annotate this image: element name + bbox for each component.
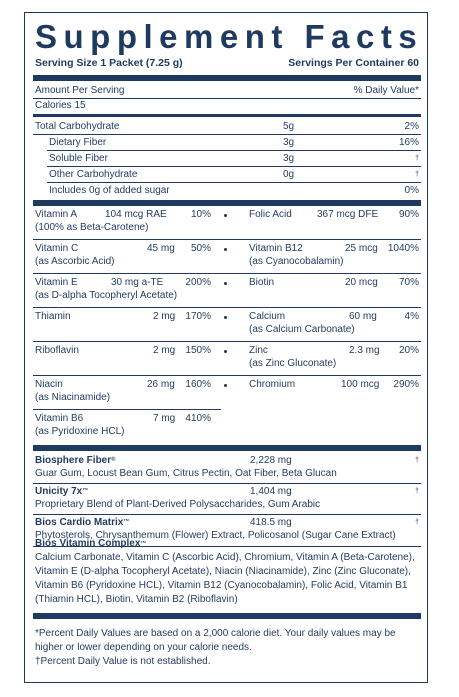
- vitamin-amount: 2.3 mg: [349, 345, 380, 356]
- column-header-row: [35, 84, 419, 97]
- vitamin-dv: 150%: [185, 345, 211, 356]
- vitamin-amount: 30 mg a-TE: [111, 277, 164, 288]
- blend-dv: †: [415, 519, 419, 526]
- vitamin-item: [35, 344, 220, 372]
- vitamin-amount: 25 mcg: [345, 243, 378, 254]
- vitamin-name: Folic Acid: [249, 209, 292, 220]
- divider: [47, 150, 421, 151]
- vitamin-item: [35, 208, 220, 236]
- footnotes: [35, 627, 421, 669]
- vitamin-name: Vitamin A: [35, 209, 78, 220]
- vitamin-dv: 20%: [398, 345, 419, 356]
- blend-dv: †: [415, 457, 419, 464]
- nutrient-dv: †: [415, 171, 419, 178]
- vitamin-dv: 1040%: [387, 243, 419, 254]
- divider: [47, 182, 421, 183]
- vitamin-dv: 4%: [404, 311, 419, 322]
- vitamin-amount: 104 mcg RAE: [105, 209, 167, 220]
- servings-per-container: Servings Per Container 60: [288, 57, 419, 69]
- vitamin-name: Chromium: [249, 379, 296, 390]
- vitamin-amount: 2 mg: [153, 311, 176, 322]
- calories-row: [35, 99, 419, 112]
- vitamin-name: Niacin: [35, 379, 63, 390]
- vitamin-amount: 100 mcg: [341, 379, 380, 390]
- serving-size: Serving Size 1 Packet (7.25 g): [35, 57, 183, 69]
- divider: [33, 409, 221, 410]
- supplement-facts-panel: [24, 12, 428, 683]
- vitamin-name: Calcium: [249, 311, 286, 322]
- dagger-footnote: †Percent Daily Value is not established.: [35, 656, 211, 667]
- nutrient-amount: 0g: [283, 169, 295, 180]
- divider-thick: [33, 75, 421, 81]
- vitamin-dv: 410%: [185, 413, 211, 424]
- trademark-mark: ™: [140, 541, 147, 547]
- vitamin-item: [35, 242, 220, 270]
- complex-name-group: [35, 537, 421, 551]
- nutrient-row: [35, 168, 419, 181]
- blend-name-group: [35, 454, 116, 467]
- panel-title: Supplement Facts: [35, 18, 424, 55]
- blend-amount: 418.5 mg: [250, 517, 292, 528]
- vitamin-dv: 160%: [185, 379, 211, 390]
- vitamin-dv: 170%: [185, 311, 211, 322]
- blend-name-group: [35, 516, 129, 529]
- blend-name: Biosphere Fiber: [35, 455, 112, 466]
- bullet-icon: [224, 214, 227, 217]
- divider-thick: [33, 445, 421, 451]
- vitamin-item: [249, 310, 419, 338]
- blend-amount: 1,404 mg: [250, 486, 292, 497]
- vitamin-amount: 367 mcg DFE: [317, 209, 379, 220]
- vitamin-name: Vitamin B12: [249, 243, 303, 254]
- nutrient-dv: 2%: [404, 121, 419, 132]
- nutrient-amount: 3g: [283, 137, 295, 148]
- complex-ingredients: Calcium Carbonate, Vitamin C (Ascorbic Acid), Chromium, Vitamin A (Beta-Carotene), Vitamin E (D-alpha Tocopheryl Acetate), Niacin (Niacinamide), Zinc (Zinc Gluconate), Vitamin B6 (Pyridoxine HCL), Vitamin B12 (Cyanocobalamin), Folic Acid, Vitamin B1 (Thiamin HCL), Biotin, Vitamin B2 (Riboflavin): [35, 552, 415, 605]
- divider: [47, 166, 421, 167]
- blend-name: Bios Cardio Matrix: [35, 517, 124, 528]
- nutrient-name: Soluble Fiber: [49, 153, 108, 164]
- vitamin-item: [249, 208, 419, 236]
- nutrient-row: [35, 136, 419, 149]
- divider-thick: [33, 200, 421, 206]
- vitamin-item: [35, 412, 220, 440]
- registered-mark: ®: [111, 457, 116, 463]
- vitamin-item: [249, 276, 419, 304]
- vitamin-name: Vitamin B6: [35, 413, 84, 424]
- vitamin-complex: [35, 537, 421, 607]
- vitamin-source: (as Pyridoxine HCL): [35, 426, 125, 437]
- blend-ingredients: Guar Gum, Locust Bean Gum, Citrus Pectin, Oat Fiber, Beta Glucan: [35, 468, 337, 479]
- vitamin-source: (as Cyanocobalamin): [249, 256, 344, 267]
- divider: [33, 134, 421, 135]
- vitamin-amount: 26 mg: [147, 379, 175, 390]
- vitamin-source: (as Zinc Gluconate): [249, 358, 337, 369]
- vitamin-source: (as Niacinamide): [35, 392, 111, 403]
- calories: Calories 15: [35, 100, 86, 111]
- bullet-icon: [224, 316, 227, 319]
- vitamin-source: (as Ascorbic Acid): [35, 256, 115, 267]
- blend-item: [35, 454, 419, 482]
- blend-item: [35, 485, 419, 513]
- vitamin-name: Thiamin: [35, 311, 71, 322]
- vitamin-item: [249, 344, 419, 372]
- trademark-mark: ™: [82, 488, 89, 494]
- divider: [33, 307, 421, 308]
- nutrient-row: [35, 184, 419, 197]
- vitamin-dv: 70%: [398, 277, 419, 288]
- nutrient-row: [35, 152, 419, 165]
- nutrient-amount: 5g: [283, 121, 295, 132]
- vitamin-item: [249, 242, 419, 270]
- vitamin-name: Biotin: [249, 277, 275, 288]
- serving-info: [35, 57, 419, 75]
- vitamin-amount: 45 mg: [147, 243, 175, 254]
- divider: [33, 375, 421, 376]
- blend-name-group: [35, 485, 88, 498]
- blend-dv: †: [415, 488, 419, 495]
- bullet-icon: [224, 350, 227, 353]
- bullet-icon: [224, 282, 227, 285]
- nutrient-dv: †: [415, 155, 419, 162]
- vitamin-amount: 60 mg: [349, 311, 377, 322]
- vitamin-amount: 2 mg: [153, 345, 176, 356]
- nutrient-dv: 16%: [398, 137, 419, 148]
- vitamin-amount: 7 mg: [153, 413, 176, 424]
- vitamin-name: Vitamin E: [35, 277, 78, 288]
- divider: [33, 483, 421, 484]
- vitamin-dv: 290%: [393, 379, 419, 390]
- vitamin-name: Vitamin C: [35, 243, 79, 254]
- nutrient-amount: 3g: [283, 153, 295, 164]
- bullet-icon: [224, 384, 227, 387]
- blend-name: Unicity 7x: [35, 486, 83, 497]
- divider: [33, 239, 421, 240]
- divider: [33, 273, 421, 274]
- vitamin-source: (100% as Beta-Carotene): [35, 222, 149, 233]
- nutrient-name: Total Carbohydrate: [35, 121, 120, 132]
- vitamin-item: [35, 276, 220, 304]
- nutrient-row: [35, 120, 419, 133]
- divider: [33, 341, 421, 342]
- amount-per-serving-label: Amount Per Serving: [35, 85, 125, 96]
- complex-name: Bios Vitamin Complex: [35, 538, 141, 549]
- trademark-mark: ™: [123, 519, 130, 525]
- vitamin-source: (as D-alpha Tocopheryl Acetate): [35, 290, 178, 301]
- daily-value-label: % Daily Value*: [353, 85, 419, 96]
- vitamin-dv: 50%: [190, 243, 211, 254]
- nutrient-name: Dietary Fiber: [49, 137, 107, 148]
- divider: [33, 514, 421, 515]
- divider-thick: [33, 613, 421, 619]
- divider-mid: [33, 114, 421, 117]
- vitamin-amount: 20 mcg: [345, 277, 378, 288]
- vitamin-source: (as Calcium Carbonate): [249, 324, 355, 335]
- vitamin-name: Riboflavin: [35, 345, 79, 356]
- daily-value-footnote: *Percent Daily Values are based on a 2,000 calorie diet. Your daily values may be higher or lower depending on your calorie needs.: [35, 628, 396, 653]
- nutrient-name: Includes 0g of added sugar: [49, 185, 170, 196]
- vitamin-name: Zinc: [249, 345, 268, 356]
- bullet-icon: [224, 248, 227, 251]
- vitamin-dv: 90%: [398, 209, 419, 220]
- nutrient-dv: 0%: [404, 185, 419, 196]
- nutrient-name: Other Carbohydrate: [49, 169, 138, 180]
- blend-ingredients: Phytosterols, Chrysanthemum (Flower) Extract, Policosanol (Sugar Cane Extract): [35, 530, 396, 541]
- vitamin-item: [249, 378, 419, 406]
- vitamin-dv: 10%: [190, 209, 211, 220]
- blend-ingredients: Proprietary Blend of Plant-Derived Polysaccharides, Gum Arabic: [35, 499, 321, 510]
- vitamin-item: [35, 378, 220, 406]
- vitamin-item: [35, 310, 220, 338]
- vitamin-dv: 200%: [185, 277, 211, 288]
- blend-amount: 2,228 mg: [250, 455, 292, 466]
